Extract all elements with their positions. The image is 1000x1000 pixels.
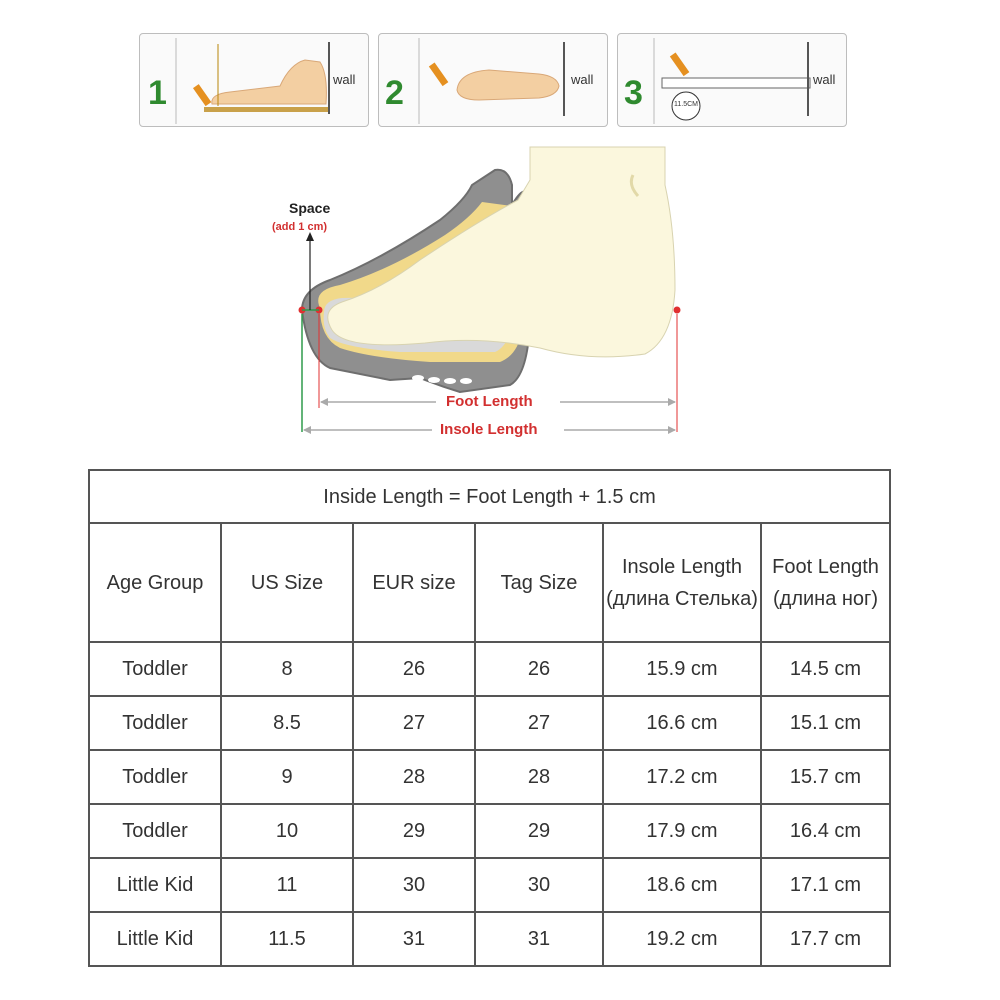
header-us-size: US Size: [221, 523, 353, 642]
cell-tag-size: 26: [475, 642, 603, 696]
cell-insole-length: 18.6 cm: [603, 858, 761, 912]
table-row: [89, 912, 890, 966]
cell-eur-size: 31: [353, 912, 475, 966]
wall-label: wall: [333, 72, 356, 87]
cell-us-size: 11: [221, 858, 353, 912]
step-2-panel: [378, 33, 608, 127]
header-eur-size: EUR size: [353, 523, 475, 642]
table-title-row: [89, 470, 890, 523]
cell-insole-length: 19.2 cm: [603, 912, 761, 966]
space-note: (add 1 cm): [272, 221, 328, 233]
cell-foot-length: 17.7 cm: [761, 912, 890, 966]
table-row: [89, 804, 890, 858]
cell-eur-size: 29: [353, 804, 475, 858]
step-3-panel: [617, 33, 847, 127]
cell-age-group: Toddler: [89, 750, 221, 804]
table-row: [89, 750, 890, 804]
table-row: [89, 696, 890, 750]
cell-us-size: 9: [221, 750, 353, 804]
cell-age-group: Toddler: [89, 642, 221, 696]
ruler-label: 11.5CM: [674, 101, 698, 108]
header-tag-size: Tag Size: [475, 523, 603, 642]
cell-foot-length: 14.5 cm: [761, 642, 890, 696]
cell-insole-length: 17.2 cm: [603, 750, 761, 804]
cell-tag-size: 29: [475, 804, 603, 858]
space-label: Space: [289, 200, 331, 216]
cell-us-size: 10: [221, 804, 353, 858]
cell-foot-length: 15.7 cm: [761, 750, 890, 804]
cell-age-group: Toddler: [89, 696, 221, 750]
wall-label: wall: [813, 72, 836, 87]
cell-age-group: Little Kid: [89, 858, 221, 912]
header-insole-length-ru: (длина Стелька): [606, 587, 758, 610]
header-foot-length-en: Foot Length: [772, 555, 879, 578]
cell-tag-size: 30: [475, 858, 603, 912]
table-row: [89, 858, 890, 912]
cell-insole-length: 17.9 cm: [603, 804, 761, 858]
foot-length-label: Foot Length: [446, 393, 533, 410]
table-row: [89, 642, 890, 696]
wall-label: wall: [571, 72, 594, 87]
table-header-row: [89, 523, 890, 642]
cell-tag-size: 28: [475, 750, 603, 804]
size-chart-table: [88, 469, 891, 967]
cell-insole-length: 15.9 cm: [603, 642, 761, 696]
cell-eur-size: 27: [353, 696, 475, 750]
cell-foot-length: 16.4 cm: [761, 804, 890, 858]
cell-foot-length: 17.1 cm: [761, 858, 890, 912]
step-3-number: 3: [624, 74, 643, 112]
cell-tag-size: 31: [475, 912, 603, 966]
header-age-group: Age Group: [89, 523, 221, 642]
cell-tag-size: 27: [475, 696, 603, 750]
cell-us-size: 8: [221, 642, 353, 696]
header-foot-length-ru: (длина ног): [772, 587, 879, 610]
header-insole-length: [603, 523, 761, 642]
cell-age-group: Toddler: [89, 804, 221, 858]
cell-foot-length: 15.1 cm: [761, 696, 890, 750]
header-foot-length: [761, 523, 890, 642]
step-1-number: 1: [148, 74, 167, 112]
cell-age-group: Little Kid: [89, 912, 221, 966]
table-title: Inside Length = Foot Length + 1.5 cm: [89, 470, 890, 523]
step-2-number: 2: [385, 74, 404, 112]
cell-us-size: 8.5: [221, 696, 353, 750]
cell-eur-size: 26: [353, 642, 475, 696]
header-insole-length-en: Insole Length: [621, 555, 743, 578]
cell-insole-length: 16.6 cm: [603, 696, 761, 750]
cell-us-size: 11.5: [221, 912, 353, 966]
cell-eur-size: 30: [353, 858, 475, 912]
cell-eur-size: 28: [353, 750, 475, 804]
step-1-panel: [139, 33, 369, 127]
insole-length-label: Insole Length: [440, 421, 538, 438]
